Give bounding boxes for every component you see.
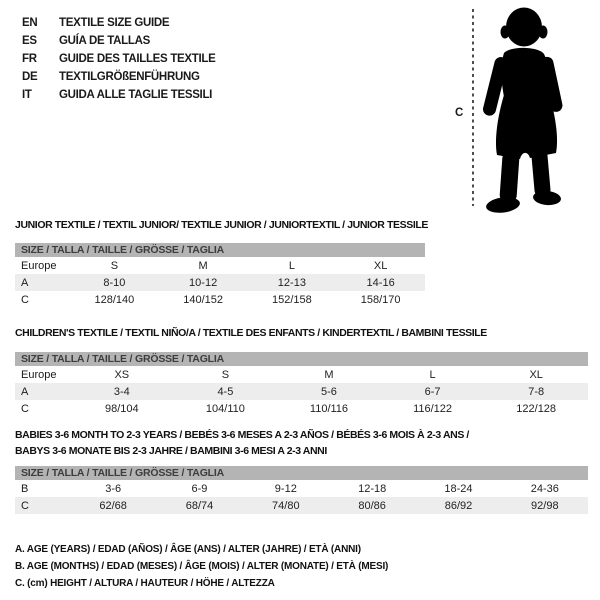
table-cell: 24-36 [530, 482, 559, 495]
legend-line-c: C. (cm) HEIGHT / ALTURA / HAUTEUR / HÖHE / ALTEZZA [15, 578, 275, 589]
table-row [15, 497, 588, 514]
language-title-block [22, 14, 216, 104]
section-title: BABIES 3-6 MONTH TO 2-3 YEARS / BEBÉS 3-6 MESES A 2-3 AÑOS / BÉBÉS 3-6 MOIS À 2-3 ANS / [15, 429, 469, 441]
language-row [22, 50, 216, 68]
table-cell: 128/140 [94, 293, 135, 306]
table-row [15, 274, 425, 291]
row-label: C [21, 402, 29, 415]
language-title: TEXTILE SIZE GUIDE [59, 17, 170, 29]
table-cell: 9-12 [274, 482, 297, 495]
height-measure-label: C [455, 107, 464, 119]
table-cell: XL [529, 368, 543, 381]
legend-line-b: B. AGE (MONTHS) / EDAD (MESES) / ÂGE (MOIS) / ALTER (MONATE) / ETÀ (MESI) [15, 561, 389, 572]
language-row [22, 14, 216, 32]
row-label: B [21, 482, 29, 495]
language-code: IT [22, 89, 32, 101]
language-title: TEXTILGRÖßENFÜHRUNG [59, 71, 200, 83]
table-header: SIZE / TALLA / TAILLE / GRÖSSE / TAGLIA [15, 243, 425, 257]
legend-line-a: A. AGE (YEARS) / EDAD (AÑOS) / ÂGE (ANS) / ALTER (JAHRE) / ETÀ (ANNI) [15, 544, 361, 555]
table-cell: 8-10 [103, 276, 126, 289]
language-code: EN [22, 17, 38, 29]
baby-toddler-silhouette-icon [466, 5, 570, 213]
section-junior-textile [15, 217, 428, 308]
table-cell: 68/74 [185, 499, 214, 512]
baby-silhouette-shape [482, 8, 564, 214]
table-cell: 6-7 [424, 385, 441, 398]
row-label: C [21, 293, 29, 306]
section-title: CHILDREN'S TEXTILE / TEXTIL NIÑO/A / TEXTILE DES ENFANTS / KINDERTEXTIL / BAMBINI TESSILE [15, 327, 487, 339]
size-table-children [15, 352, 588, 417]
language-code: ES [22, 35, 37, 47]
table-cell: S [221, 368, 230, 381]
table-cell: 3-4 [113, 385, 130, 398]
table-header: SIZE / TALLA / TAILLE / GRÖSSE / TAGLIA [15, 352, 588, 366]
language-code: FR [22, 53, 37, 65]
language-title: GUIDA ALLE TAGLIE TESSILI [59, 89, 213, 101]
row-label: C [21, 499, 29, 512]
table-cell: S [110, 259, 119, 272]
table-cell: 3-6 [105, 482, 122, 495]
table-cell: L [429, 368, 436, 381]
table-cell: 18-24 [444, 482, 473, 495]
table-cell: 140/152 [183, 293, 223, 306]
table-row [15, 366, 588, 383]
table-cell: 98/104 [104, 402, 139, 415]
language-row [22, 68, 216, 86]
table-cell: XS [114, 368, 130, 381]
row-label: Europe [21, 368, 57, 381]
table-cell: 62/68 [99, 499, 127, 512]
table-row [15, 480, 588, 497]
table-row [15, 400, 588, 417]
table-cell: 116/122 [413, 402, 453, 415]
table-row [15, 383, 588, 400]
table-cell: 12-18 [358, 482, 387, 495]
section-babies-textile [15, 427, 588, 514]
table-cell: 152/158 [271, 293, 312, 306]
table-header: SIZE / TALLA / TAILLE / GRÖSSE / TAGLIA [15, 466, 588, 480]
language-title: GUIDE DES TAILLES TEXTILE [59, 53, 216, 65]
table-cell: 122/128 [516, 402, 557, 415]
language-row [22, 32, 216, 50]
table-cell: L [288, 259, 295, 272]
table-cell: 158/170 [360, 293, 401, 306]
table-cell: 74/80 [272, 499, 300, 512]
size-table-babies [15, 466, 588, 514]
section-children-textile [15, 325, 588, 417]
table-cell: 80/86 [358, 499, 386, 512]
table-cell: 12-13 [277, 276, 306, 289]
table-row [15, 291, 425, 308]
table-cell: 14-16 [366, 276, 395, 289]
row-label: Europe [21, 259, 57, 272]
table-cell: M [198, 259, 208, 272]
table-cell: 92/98 [531, 499, 559, 512]
language-code: DE [22, 71, 38, 83]
table-cell: 10-12 [189, 276, 218, 289]
table-cell: 110/116 [309, 402, 349, 415]
table-cell: M [324, 368, 334, 381]
table-cell: 6-9 [191, 482, 208, 495]
table-cell: 104/110 [205, 402, 245, 415]
table-row [15, 257, 425, 274]
legend-block [15, 541, 388, 592]
row-label: A [21, 385, 29, 398]
table-cell: 4-5 [217, 385, 234, 398]
row-label: A [21, 276, 29, 289]
language-title: GUÍA DE TALLAS [59, 35, 150, 47]
table-cell: 7-8 [528, 385, 545, 398]
section-title: JUNIOR TEXTILE / TEXTIL JUNIOR/ TEXTILE JUNIOR / JUNIORTEXTIL / JUNIOR TESSILE [15, 219, 428, 231]
table-cell: 5-6 [321, 385, 337, 398]
size-table-junior [15, 243, 425, 308]
section-title-line2: BABYS 3-6 MONATE BIS 2-3 JAHRE / BAMBINI 3-6 MESI A 2-3 ANNI [15, 445, 327, 457]
language-row [22, 86, 216, 104]
table-cell: XL [373, 259, 388, 272]
table-cell: 86/92 [444, 499, 473, 512]
